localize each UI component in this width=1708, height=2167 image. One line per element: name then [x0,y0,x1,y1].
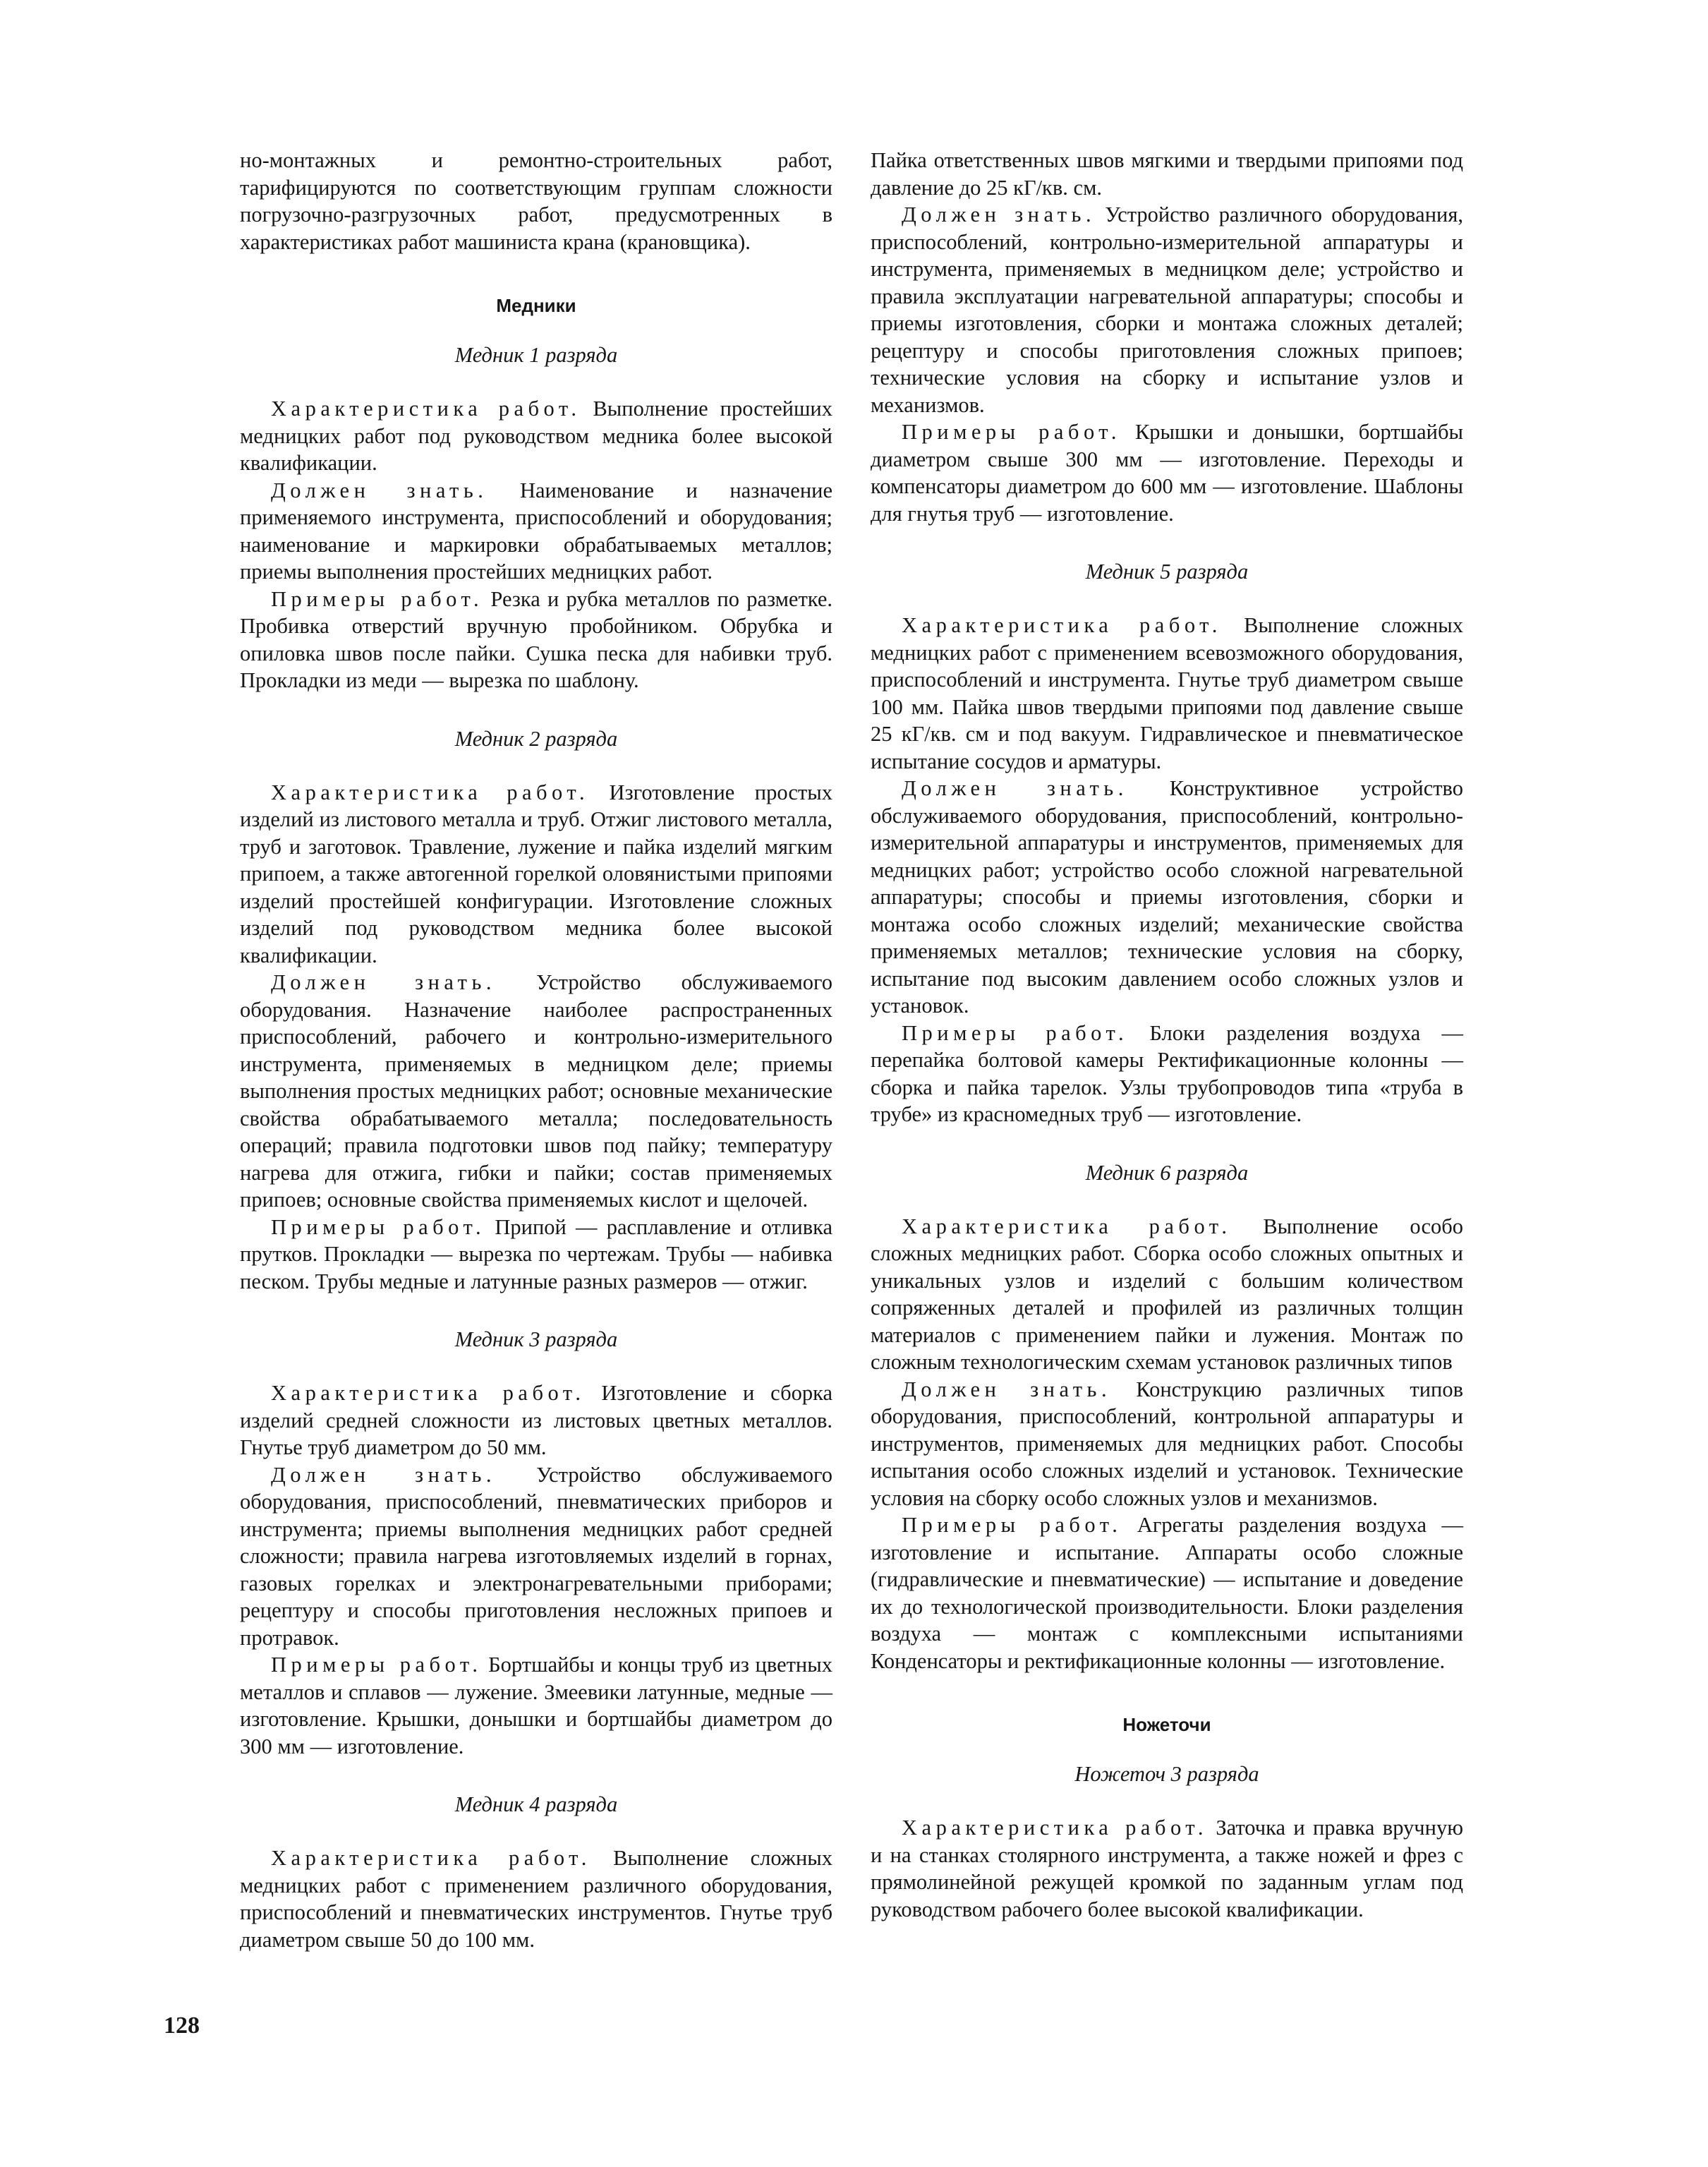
paragraph [240,969,832,1214]
paragraph-text: Резка и рубка металлов по разметке. Пробивка отверстий вручную пробойником. Обрубка и опиловка швов после пайки. Сушка песка для набивки труб. Прокладки из меди — вырезка по шаблону. [240,586,832,692]
paragraph [871,775,1463,1020]
paragraph-lead: Характеристика работ. [271,397,581,421]
paragraph [871,1020,1463,1128]
paragraph [871,418,1463,527]
paragraph-continuation: Пайка ответственных швов мягкими и твердыми припоями под давление до 25 кГ/кв. см. [871,148,1463,200]
paragraph [871,1814,1463,1923]
grade-title: Медник 2 разряда [454,726,618,751]
paragraph-text: Наименование и назначение применяемого инструмента, приспособлений и оборудования; наименование и маркировки обрабатываемых металлов; приемы выполнения простейших медницких работ. [240,478,833,584]
paragraph [871,1376,1463,1512]
paragraph-text: Устройство различного оборудования, приспособлений, контрольно-измерительной аппаратуры и инструмента, применяемых в медницком деле; устройство и правила эксплуатации нагревательной аппаратуры; способы и приемы изготовления, сборки и монтажа сложных деталей; рецептуру и способы приготовления сложных припоев; технические условия на сборку и испытание узлов и механизмов. [871,203,1464,417]
paragraph [871,201,1463,418]
paragraph-text: Крышки и донышки, бортшайбы диаметром свыше 300 мм — изготовление. Переходы и компенсаторы диаметром до 600 мм — изготовление. Шаблоны для гнутья труб — изготовление. [871,420,1464,526]
paragraph [240,395,832,477]
paragraph-lead: Характеристика работ. [902,613,1222,637]
grade-title: Медник 1 разряда [454,343,618,367]
paragraph [240,1380,832,1461]
paragraph-text: Устройство обслуживаемого оборудования, приспособлений, пневматических приборов и инструмента; приемы выполнения медницких работ средней сложности; правила нагрева изготовляемых изделий в горнах, газовых горелках и электронагревательными приборами; рецептуру и способы приготовления несложных припоев и протравок. [240,1462,833,1650]
grade-title: Медник 6 разряда [1085,1160,1249,1185]
paragraph-text: Припой — расплавление и отливка прутков. Прокладки — вырезка по чертежам. Трубы — набивка песком. Трубы медные и латунные разных размеров — отжиг. [240,1214,833,1293]
paragraph-lead: Должен знать. [271,1462,497,1487]
paragraph [240,1845,832,1953]
grade-title: Ножеточ 3 разряда [1074,1762,1259,1786]
paragraph-lead: Примеры работ. [902,1513,1122,1537]
paragraph-lead: Примеры работ. [902,420,1121,444]
paragraph [240,477,832,586]
paragraph-lead: Должен знать. [271,478,488,502]
section-title-nozhetochi: Ножеточи [1122,1714,1211,1735]
paragraph-text: Блоки разделения воздуха — перепайка болтовой камеры Ректификационные колонны — сборка и пайка тарелок. Узлы трубопроводов типа «труба в трубе» из красномедных труб — изготовление. [871,1020,1464,1126]
paragraph-lead: Характеристика работ. [271,1846,591,1870]
paragraph [871,1511,1463,1674]
paragraph-text: Изготовление и сборка изделий средней сложности из листовых цветных металлов. Гнутье труб диаметром до 50 мм. [240,1381,833,1459]
paragraph-text: Выполнение простейших медницких работ под руководством медника более высокой квалификации. [240,397,833,475]
paragraph [240,586,832,694]
paragraph-text: Устройство обслуживаемого оборудования. Назначение наиболее распространенных приспособлений, рабочего и контрольно-измерительного инструмента, применяемых в медницком деле; приемы выполнения простых медницких работ; основные механические свойства обрабатываемого металла; последовательность операций; правила подготовки швов под пайку; температуру нагрева для отжига, гибки и пайки; состав применяемых припоев; основные свойства применяемых кислот и щелочей. [240,970,833,1212]
paragraph-text: Выполнение сложных медницких работ с применением всевозможного оборудования, приспособлений и инструмента. Гнутье труб диаметром свыше 100 мм. Пайка швов твердыми припоями под давление свыше 25 кГ/кв. см и под вакуум. Гидравлическое и пневматическое испытание сосудов и арматуры. [871,613,1464,773]
paragraph-text: Выполнение сложных медницких работ с применением различного оборудования, приспособлений и пневматических инструментов. Гнутье труб диаметром свыше 50 до 100 мм. [240,1846,833,1952]
paragraph-text: Бортшайбы и концы труб из цветных металлов и сплавов — лужение. Змеевики латунные, медные — изготовление. Крышки, донышки и бортшайбы диаметром до 300 мм — изготовление. [240,1653,832,1758]
paragraph-text: Конструкцию различных типов оборудования, приспособлений, контрольной аппаратуры и инструментов, применяемых для медницких работ. Способы испытания особо сложных изделий и установок. Технические условия на сборку особо сложных узлов и механизмов. [871,1377,1464,1510]
paragraph-lead: Примеры работ. [902,1020,1129,1045]
grade-title: Медник 4 разряда [454,1792,618,1816]
grade-title: Медник 5 разряда [1085,560,1249,584]
section-title-medniki: Медники [496,295,576,316]
paragraph-text: Выполнение особо сложных медницких работ. Сборка особо сложных опытных и уникальных узлов и изделий с большим количеством сопряженных деталей и профилей из различных толщин материалов с применением пайки и лужения. Монтаж по сложным технологическим схемам установок различных типов [871,1214,1463,1374]
paragraph-lead: Характеристика работ. [271,1381,586,1405]
paragraph [240,1651,832,1760]
paragraph-lead: Должен знать. [271,970,497,994]
paragraph-lead: Характеристика работ. [902,1214,1232,1238]
paragraph-text: Агрегаты разделения воздуха — изготовление и испытание. Аппараты особо сложные (гидравлические и пневматические) — испытание и доведение их до технологической производительности. Блоки разделения воздуха — монтаж с комплексными испытаниями Конденсаторы и ректификационные колонны — изготовление. [871,1513,1463,1673]
grade-title: Медник 3 разряда [454,1327,618,1351]
paragraph [871,612,1463,775]
paragraph-lead: Характеристика работ. [902,1816,1208,1840]
paragraph-text: Заточка и правка вручную и на станках столярного инструмента, а также ножей и фрез с прямолинейной режущей кромкой по заданным углам под руководством рабочего более высокой квалификации. [871,1816,1464,1921]
paragraph-lead: Должен знать. [902,203,1096,227]
paragraph-lead: Примеры работ. [271,1653,483,1677]
paragraph-lead: Примеры работ. [271,586,484,611]
intro-text: но-монтажных и ремонтно-строительных работ, тарифицируются по соответствующим группам сложности погрузочно-разгрузочных работ, предусмотренных в характеристиках работ машиниста крана (крановщика). [240,148,832,254]
left-column [240,147,832,1953]
paragraph-text: Конструктивное устройство обслуживаемого оборудования, приспособлений, контрольно-измерительной аппаратуры и инструментов, применяемых для медницких работ; устройство особо сложной нагревательной аппаратуры; способы и приемы изготовления, сборки и монтажа особо сложных изделий; механические свойства применяемых металлов; технические условия на сборку, испытание под высоким давлением особо сложных узлов и установок. [871,776,1464,1018]
paragraph [240,1214,832,1296]
paragraph-lead: Должен знать. [902,776,1128,800]
paragraph-text: Изготовление простых изделий из листового металла и труб. Отжиг листового металла, труб и заготовок. Травление, лужение и пайка изделий мягким припоем, а также автогенной горелкой оловянистыми припоями изделий простейшей конфигурации. Изготовление сложных изделий под руководством медника более высокой квалификации. [240,780,832,967]
paragraph [240,779,832,970]
paragraph [240,1461,832,1652]
paragraph-lead: Примеры работ. [271,1214,486,1239]
paragraph-lead: Характеристика работ. [271,780,590,804]
paragraph-lead: Должен знать. [902,1377,1112,1401]
paragraph [871,1213,1463,1376]
right-column [871,147,1463,1923]
page-number: 128 [164,2012,200,2039]
